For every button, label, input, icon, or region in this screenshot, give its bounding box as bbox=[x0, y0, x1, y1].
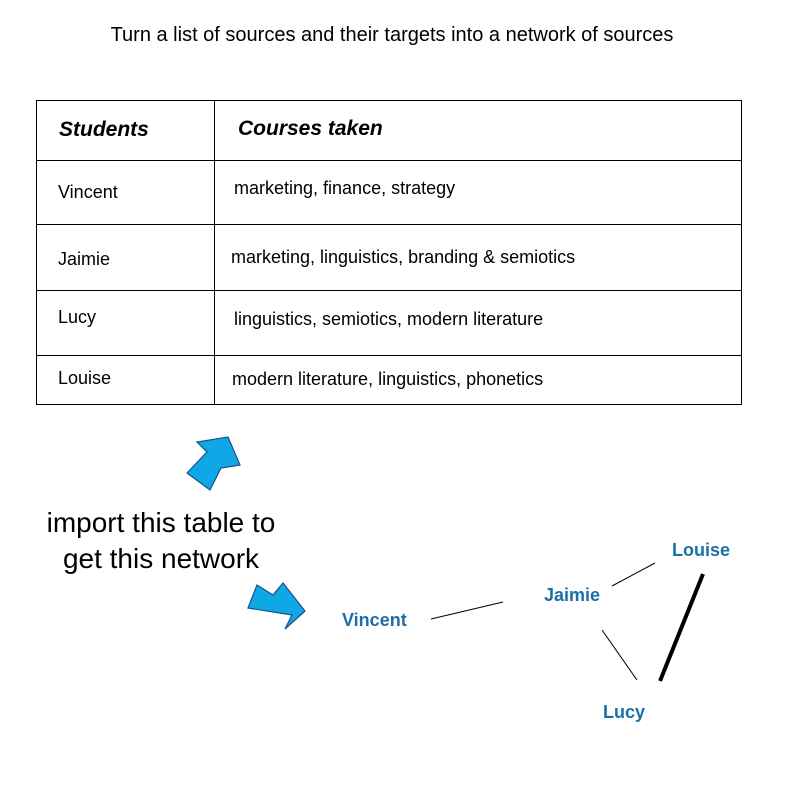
table-header-courses: Courses taken bbox=[238, 117, 383, 140]
caption-line-1: import this table to bbox=[46, 507, 276, 538]
table-cell-student: Vincent bbox=[58, 182, 118, 202]
node-jaimie: Jaimie bbox=[544, 585, 601, 605]
page-title: Turn a list of sources and their targets into a network of sources bbox=[110, 24, 674, 46]
node-lucy: Lucy bbox=[603, 702, 646, 722]
caption-line-2: get this network bbox=[62, 543, 260, 574]
edge-louise-lucy bbox=[660, 574, 703, 681]
edge-jaimie-louise bbox=[612, 563, 655, 586]
table-cell-student: Louise bbox=[58, 368, 112, 388]
table-cell-student: Jaimie bbox=[58, 249, 111, 269]
node-louise: Louise bbox=[672, 540, 731, 560]
table-cell-courses: linguistics, semiotics, modern literature bbox=[234, 309, 544, 329]
table-cell-courses: modern literature, linguistics, phonetics bbox=[232, 369, 544, 389]
node-vincent: Vincent bbox=[342, 610, 407, 630]
table-header-students: Students bbox=[59, 118, 149, 141]
table-cell-courses: marketing, finance, strategy bbox=[234, 178, 456, 198]
edge-jaimie-lucy bbox=[602, 630, 637, 680]
table-cell-courses: marketing, linguistics, branding & semiotics bbox=[231, 247, 576, 267]
table-cell-student: Lucy bbox=[58, 307, 97, 327]
edge-vincent-jaimie bbox=[431, 602, 503, 619]
